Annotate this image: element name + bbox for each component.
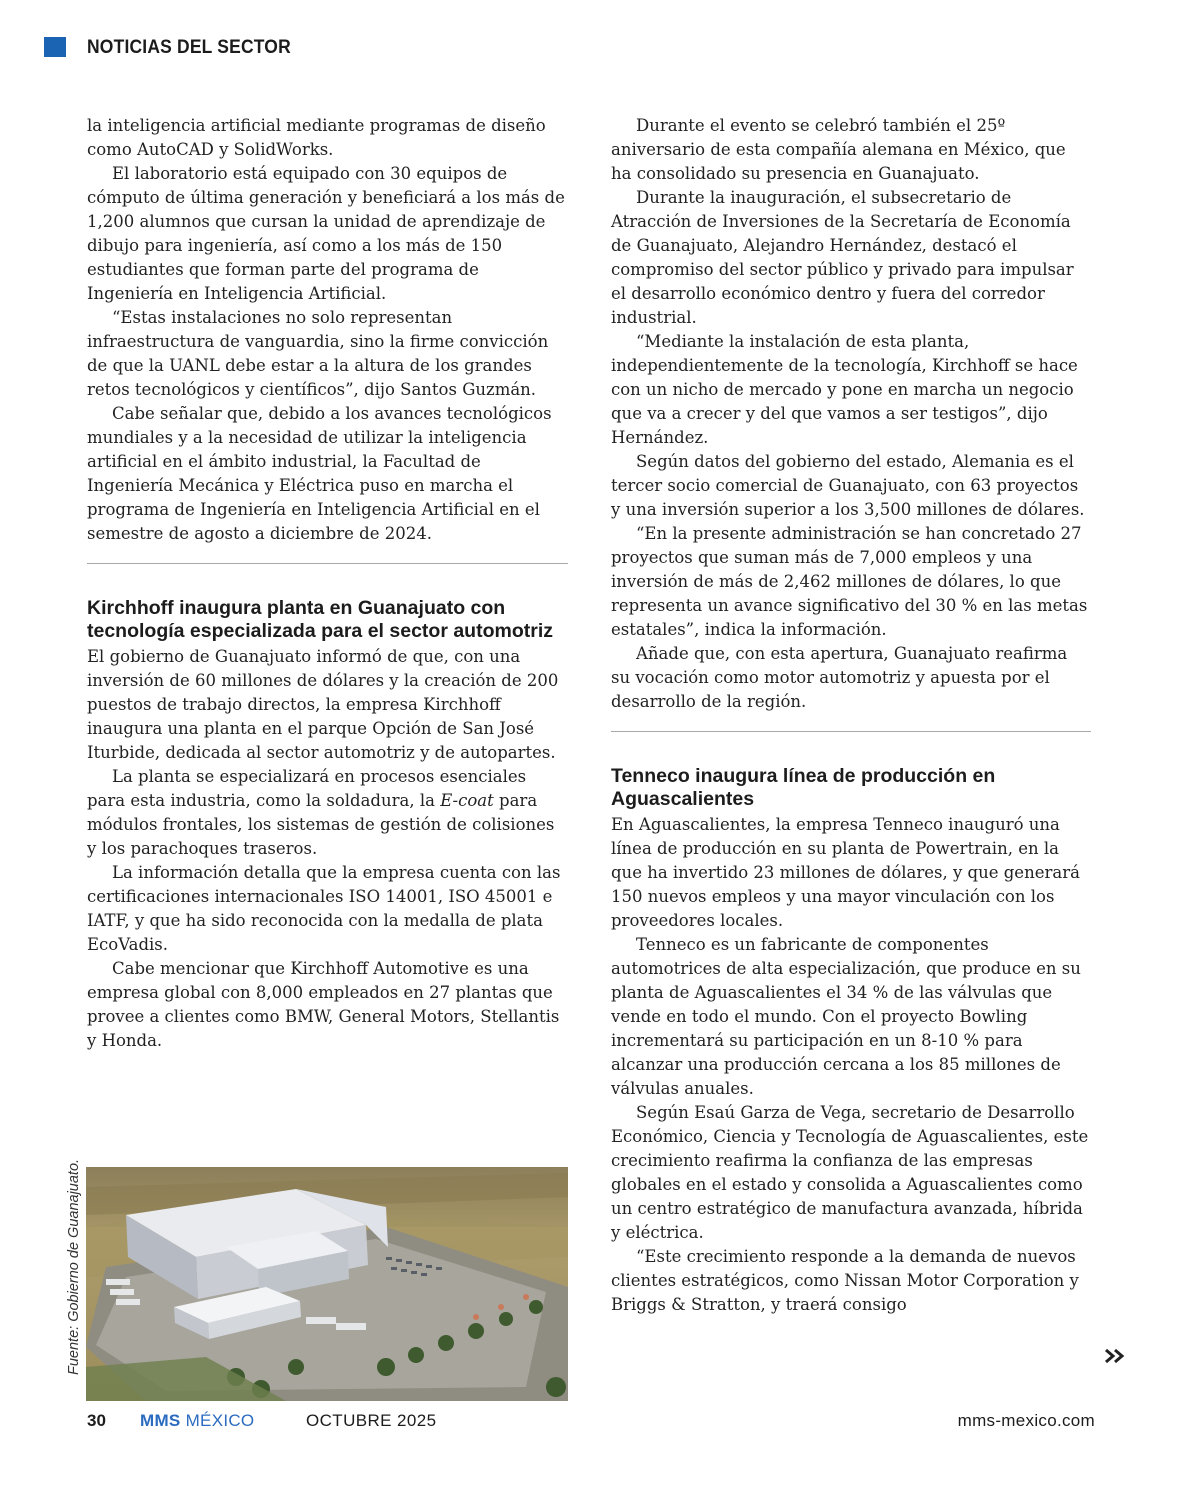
issue-date: OCTUBRE 2025 — [306, 1411, 437, 1430]
body-paragraph: Cabe señalar que, debido a los avances tecnológicos mundiales y a la necesidad de utilizar la inteligencia artificial en el ámbito industrial, la Facultad de Ingeniería Mecánica y Eléctrica puso en marcha el programa de Ingeniería en Inteligencia Artificial en el semestre de agosto a diciembre de 2024. — [87, 404, 552, 543]
section-marker — [44, 37, 66, 57]
page-number: 30 — [87, 1411, 106, 1430]
article-headline-kirchhoff: Kirchhoff inaugura planta en Guanajuato con tecnología especializada para el sector automotriz — [87, 597, 553, 642]
double-chevron-right-icon — [1104, 1346, 1126, 1366]
publication-brand — [140, 1411, 254, 1431]
body-paragraph: “Estas instalaciones no solo representan infraestructura de vanguardia, sino la firme convicción de que la UANL debe estar a la altura de los grandes retos tecnológicos y científicos”, dijo Santos Guzmán. — [87, 308, 549, 399]
body-paragraph: “En la presente administración se han concretado 27 proyectos que suman más de 7,000 empleos y una inversión de más de 2,462 millones de dólares, lo que representa un avance significativo del 30 % en las metas estatales”, indica la información. — [611, 524, 1088, 639]
body-paragraph: “Mediante la instalación de esta planta, independientemente de la tecnología, Kirchhoff se hace con un nicho de mercado y pone en marcha un negocio que va a crecer y del que vamos a ser testigos”, dijo Hernández. — [611, 332, 1078, 447]
body-paragraph: la inteligencia artificial mediante programas de diseño como AutoCAD y SolidWorks. — [87, 116, 546, 159]
body-paragraph: En Aguascalientes, la empresa Tenneco inauguró una línea de producción en su planta de Powertrain, en la que ha invertido 23 millones de dólares, y que generará 150 nuevos empleos y una mayor vinculación con los proveedores locales. — [611, 815, 1080, 930]
plant-aerial-photo — [86, 1167, 568, 1401]
website-url: mms-mexico.com — [957, 1411, 1095, 1430]
body-paragraph: Según datos del gobierno del estado, Alemania es el tercer socio comercial de Guanajuato, con 63 proyectos y una inversión superior a los 3,500 millones de dólares. — [611, 452, 1085, 519]
section-label: NOTICIAS DEL SECTOR — [87, 37, 291, 58]
body-paragraph: El gobierno de Guanajuato informó de que, con una inversión de 60 millones de dólares y la creación de 200 puestos de trabajo directos, la empresa Kirchhoff inaugura una planta en el parque Opción de San José Iturbide, dedicada al sector automotriz y de autopartes. — [87, 647, 559, 762]
body-paragraph: El laboratorio está equipado con 30 equipos de cómputo de última generación y beneficiará a los más de 1,200 alumnos que cursan la unidad de aprendizaje de dibujo para ingeniería, así como a los más de 150 estudiantes que forman parte del programa de Ingeniería en Inteligencia Artificial. — [87, 164, 565, 303]
body-paragraph: La planta se especializará en procesos esenciales para esta industria, como la soldadura, la E-coat para módulos frontales, los sistemas de gestión de colisiones y los parachoques traseros. — [87, 767, 555, 858]
body-paragraph: Cabe mencionar que Kirchhoff Automotive es una empresa global con 8,000 empleados en 27 plantas que provee a clientes como BMW, General Motors, Stellantis y Honda. — [87, 959, 560, 1050]
body-paragraph: Durante la inauguración, el subsecretario de Atracción de Inversiones de la Secretaría de Economía de Guanajuato, Alejandro Hernández, destacó el compromiso del sector público y privado para impulsar el desarrollo económico dentro y fuera del corredor industrial. — [611, 188, 1074, 327]
brand-mexico: MÉXICO — [185, 1411, 255, 1430]
body-paragraph: Tenneco es un fabricante de componentes automotrices de alta especialización, que produce en su planta de Aguascalientes el 34 % de las válvulas que vende en todo el mundo. Con el proyecto Bowling incrementará su participación en un 8-10 % para alcanzar una producción cercana a los 85 millones de válvulas anuales. — [611, 935, 1081, 1098]
body-paragraph: Durante el evento se celebró también el 25º aniversario de esta compañía alemana en México, que ha consolidado su presencia en Guanajuato. — [611, 116, 1066, 183]
article-divider — [611, 731, 1091, 732]
body-paragraph: Según Esaú Garza de Vega, secretario de Desarrollo Económico, Ciencia y Tecnología de Aguascalientes, este crecimiento reafirma la confianza de las empresas globales en el estado y consolida a Aguascalientes como un centro estratégico de manufactura avanzada, híbrida y eléctrica. — [611, 1103, 1089, 1242]
brand-mms: MMS — [140, 1411, 181, 1430]
photo-credit: Fuente: Gobierno de Guanajuato. — [66, 1158, 82, 1375]
body-paragraph: Añade que, con esta apertura, Guanajuato reafirma su vocación como motor automotriz y apuesta por el desarrollo de la región. — [611, 644, 1068, 711]
body-paragraph: La información detalla que la empresa cuenta con las certificaciones internacionales ISO 14001, ISO 45001 e IATF, y que ha sido reconocida con la medalla de plata EcoVadis. — [87, 863, 561, 954]
emphasis-text: E-coat — [440, 791, 494, 810]
article-headline-tenneco: Tenneco inaugura línea de producción en Aguascalientes — [611, 765, 996, 810]
article-divider — [87, 563, 568, 564]
left-column — [87, 114, 568, 1053]
body-paragraph: “Este crecimiento responde a la demanda de nuevos clientes estratégicos, como Nissan Motor Corporation y Briggs & Stratton, y traerá consigo — [611, 1247, 1079, 1314]
right-column — [611, 114, 1091, 1317]
